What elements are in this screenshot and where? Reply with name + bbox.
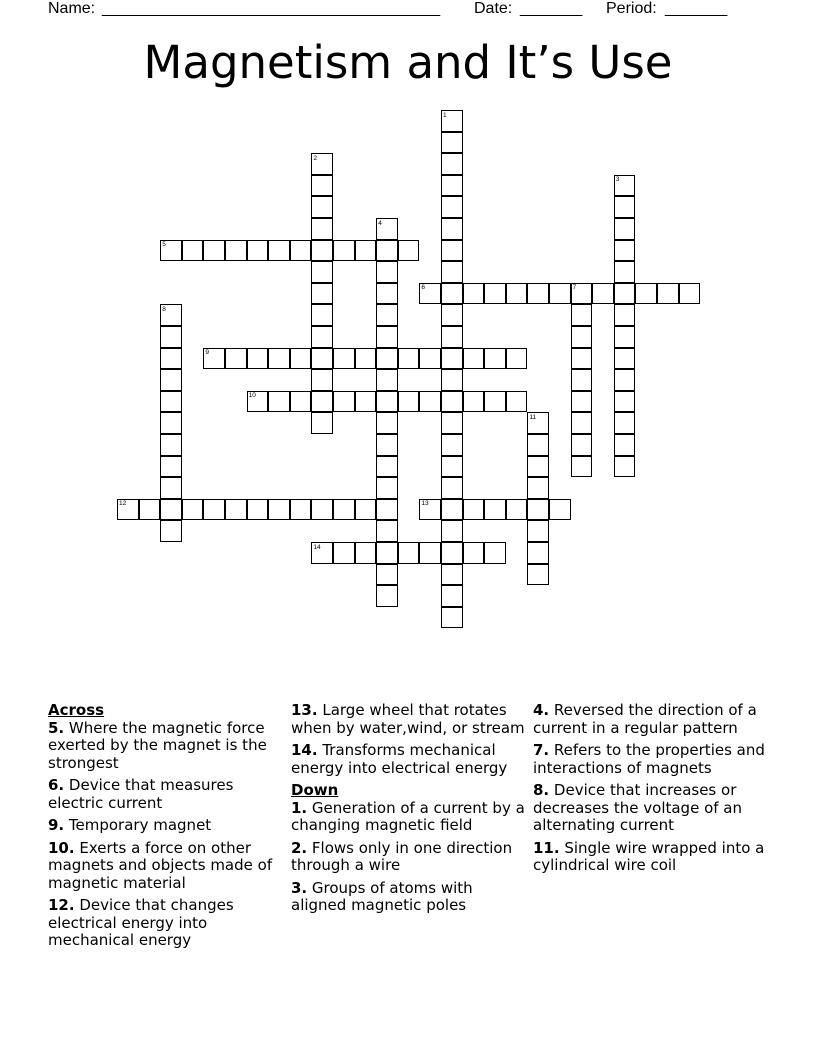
clue-number: 8. (533, 781, 550, 799)
grid-cell[interactable] (311, 326, 333, 348)
grid-cell[interactable] (311, 240, 333, 262)
grid-cell[interactable] (484, 499, 506, 521)
grid-cell[interactable] (247, 499, 269, 521)
date-field[interactable]: _______ (520, 0, 583, 17)
grid-cell[interactable] (311, 412, 333, 434)
clue-number: 2. (291, 838, 308, 857)
grid-cell[interactable] (376, 348, 398, 370)
clue-number: 4. (533, 701, 550, 719)
grid-cell[interactable] (333, 240, 355, 262)
clue-number-2: 2 (313, 154, 318, 162)
grid-cell[interactable] (527, 456, 549, 478)
grid-cell[interactable] (290, 499, 312, 521)
across-heading: Across (48, 701, 105, 719)
grid-cell[interactable] (376, 412, 398, 434)
grid-cell[interactable] (376, 520, 398, 542)
grid-cell[interactable] (160, 369, 182, 391)
grid-cell[interactable] (398, 391, 420, 413)
clue-item (533, 702, 773, 737)
grid-cell[interactable] (311, 283, 333, 305)
grid-cell[interactable] (247, 240, 269, 262)
grid-cell[interactable] (484, 542, 506, 564)
grid-cell[interactable] (160, 326, 182, 348)
clue-number: 13. (291, 701, 318, 719)
clue-number-8: 8 (162, 305, 166, 313)
grid-cell[interactable] (398, 542, 420, 564)
clue-text: Temporary magnet (64, 816, 212, 834)
grid-cell[interactable] (225, 240, 247, 262)
clue-number: 7. (533, 741, 550, 759)
grid-cell[interactable] (484, 348, 506, 370)
clue-number-12: 12 (119, 500, 127, 508)
grid-cell[interactable] (225, 499, 247, 521)
grid-cell[interactable] (225, 348, 247, 370)
grid-cell[interactable] (203, 240, 225, 262)
grid-cell[interactable] (441, 434, 463, 456)
period-label: Period: (606, 0, 657, 17)
grid-cell[interactable] (333, 499, 355, 521)
grid-cell[interactable] (571, 369, 593, 391)
grid-cell[interactable] (376, 261, 398, 283)
clue-number-10: 10 (248, 392, 256, 400)
grid-cell[interactable] (527, 564, 549, 586)
grid-cell[interactable] (441, 348, 463, 370)
grid-cell[interactable] (311, 369, 333, 391)
grid-cell[interactable] (549, 283, 571, 305)
clue-number-9: 9 (205, 349, 210, 357)
clue-item (533, 742, 773, 777)
clues-column-3 (533, 702, 773, 880)
grid-cell[interactable] (290, 348, 312, 370)
clue-number: 3. (291, 878, 308, 897)
grid-cell[interactable] (441, 456, 463, 478)
grid-cell[interactable] (311, 304, 333, 326)
clue-number: 10. (48, 838, 75, 857)
grid-cell[interactable] (463, 348, 485, 370)
clue-text: Exerts a force on other magnets and objects made of magnetic material (48, 838, 273, 892)
grid-cell[interactable] (571, 412, 593, 434)
name-field[interactable]: ______________________________________ (102, 0, 441, 17)
grid-cell[interactable] (290, 240, 312, 262)
grid-cell[interactable] (441, 477, 463, 499)
grid-cell[interactable] (571, 326, 593, 348)
grid-cell[interactable] (614, 412, 636, 434)
grid-cell[interactable] (614, 283, 636, 305)
clue-text: Device that increases or decreases the voltage of an alternating current (533, 781, 743, 834)
grid-cell[interactable] (463, 499, 485, 521)
clue-number-3: 3 (615, 176, 620, 184)
clue-text: Large wheel that rotates when by water,wind, or stream (291, 701, 525, 737)
clue-text: Device that changes electrical energy into mechanical energy (48, 896, 234, 949)
grid-cell[interactable] (160, 477, 182, 499)
clue-item (533, 782, 773, 835)
grid-cell[interactable] (441, 326, 463, 348)
grid-cell[interactable] (614, 326, 636, 348)
grid-cell[interactable] (614, 348, 636, 370)
grid-cell[interactable] (160, 456, 182, 478)
clue-number: 5. (48, 718, 65, 737)
grid-cell[interactable] (441, 261, 463, 283)
grid-cell[interactable] (355, 240, 377, 262)
grid-cell[interactable] (398, 348, 420, 370)
clue-item (291, 840, 527, 875)
grid-cell[interactable] (463, 542, 485, 564)
grid-cell[interactable] (441, 153, 463, 175)
grid-cell[interactable] (160, 434, 182, 456)
grid-cell[interactable] (376, 283, 398, 305)
grid-cell[interactable] (355, 391, 377, 413)
clue-number: 12. (48, 896, 75, 914)
clue-text: Reversed the direction of a current in a regular pattern (533, 701, 757, 737)
clue-number-7: 7 (572, 284, 577, 292)
grid-cell[interactable] (506, 499, 528, 521)
clue-number-14: 14 (313, 543, 321, 551)
grid-cell[interactable] (355, 499, 377, 521)
grid-cell[interactable] (376, 304, 398, 326)
grid-cell[interactable] (311, 391, 333, 413)
grid-cell[interactable] (441, 391, 463, 413)
grid-cell[interactable] (441, 175, 463, 197)
grid-cell[interactable] (376, 326, 398, 348)
clue-number-1: 1 (443, 111, 447, 119)
grid-cell[interactable] (441, 218, 463, 240)
grid-cell[interactable] (527, 283, 549, 305)
clue-number-6: 6 (421, 284, 426, 292)
grid-cell[interactable] (333, 391, 355, 413)
grid-cell[interactable] (376, 240, 398, 262)
grid-cell[interactable] (290, 391, 312, 413)
name-label: Name: (48, 0, 96, 17)
grid-cell[interactable] (614, 261, 636, 283)
grid-cell[interactable] (376, 477, 398, 499)
grid-cell[interactable] (571, 456, 593, 478)
clue-text: Flows only in one direction through a wire (291, 838, 513, 874)
grid-cell[interactable] (419, 348, 441, 370)
grid-cell[interactable] (376, 391, 398, 413)
grid-cell[interactable] (441, 240, 463, 262)
grid-cell[interactable] (376, 542, 398, 564)
clue-item (48, 777, 283, 812)
grid-cell[interactable] (441, 585, 463, 607)
clue-number-13: 13 (421, 500, 429, 508)
grid-cell[interactable] (333, 348, 355, 370)
clues-column-2 (291, 702, 527, 920)
grid-cell[interactable] (506, 283, 528, 305)
grid-cell[interactable] (376, 585, 398, 607)
clue-number: 6. (48, 776, 65, 794)
grid-cell[interactable] (203, 499, 225, 521)
grid-cell[interactable] (376, 564, 398, 586)
grid-cell[interactable] (571, 391, 593, 413)
grid-cell[interactable] (139, 499, 161, 521)
clue-item (48, 897, 283, 950)
clue-number: 1. (291, 798, 308, 817)
clue-item (291, 702, 527, 737)
clue-number: 14. (291, 741, 318, 759)
grid-cell[interactable] (571, 348, 593, 370)
grid-cell[interactable] (160, 499, 182, 521)
grid-cell[interactable] (247, 348, 269, 370)
grid-cell[interactable] (311, 175, 333, 197)
down-heading: Down (291, 781, 339, 799)
grid-cell[interactable] (527, 499, 549, 521)
grid-cell[interactable] (614, 304, 636, 326)
grid-cell[interactable] (376, 369, 398, 391)
clue-text: Transforms mechanical energy into electrical energy (291, 741, 508, 777)
grid-cell[interactable] (484, 391, 506, 413)
clue-text: Single wire wrapped into a cylindrical wire coil (533, 838, 765, 874)
grid-cell[interactable] (463, 283, 485, 305)
grid-cell[interactable] (484, 283, 506, 305)
grid-cell[interactable] (311, 499, 333, 521)
clue-number-11: 11 (529, 413, 537, 421)
clue-item (48, 840, 283, 893)
grid-cell[interactable] (355, 542, 377, 564)
grid-cell[interactable] (160, 348, 182, 370)
date-label: Date: (474, 0, 513, 17)
grid-cell[interactable] (527, 520, 549, 542)
grid-cell[interactable] (614, 369, 636, 391)
grid-cell[interactable] (182, 499, 204, 521)
grid-cell[interactable] (268, 240, 290, 262)
grid-cell[interactable] (160, 391, 182, 413)
clue-text: Device that measures electric current (48, 776, 234, 812)
grid-cell[interactable] (441, 564, 463, 586)
grid-cell[interactable] (268, 499, 290, 521)
clue-item (291, 742, 527, 777)
clue-text: Refers to the properties and interactions of magnets (533, 741, 765, 777)
grid-cell[interactable] (376, 434, 398, 456)
grid-cell[interactable] (614, 434, 636, 456)
period-field[interactable]: _______ (665, 0, 728, 17)
grid-cell[interactable] (441, 607, 463, 629)
clue-text: Generation of a current by a changing magnetic field (291, 798, 525, 834)
clues-column-1 (48, 702, 283, 955)
grid-cell[interactable] (441, 304, 463, 326)
grid-cell[interactable] (441, 499, 463, 521)
grid-cell[interactable] (527, 477, 549, 499)
clue-item (533, 840, 773, 875)
grid-cell[interactable] (506, 348, 528, 370)
grid-cell[interactable] (355, 348, 377, 370)
grid-cell[interactable] (614, 456, 636, 478)
grid-cell[interactable] (614, 240, 636, 262)
clue-text: Where the magnetic force exerted by the magnet is the strongest (48, 718, 267, 772)
grid-cell[interactable] (441, 132, 463, 154)
grid-cell[interactable] (376, 456, 398, 478)
clue-number: 9. (48, 816, 65, 834)
page-title: Magnetism and It’s Use (143, 36, 673, 89)
clue-item (48, 817, 283, 835)
clue-number: 11. (533, 838, 560, 857)
grid-cell[interactable] (311, 196, 333, 218)
clue-number-4: 4 (378, 219, 382, 227)
clue-text: Groups of atoms with aligned magnetic poles (291, 878, 473, 914)
clue-number-5: 5 (162, 241, 166, 249)
grid-cell[interactable] (376, 499, 398, 521)
grid-cell[interactable] (614, 391, 636, 413)
grid-cell[interactable] (268, 391, 290, 413)
grid-cell[interactable] (463, 391, 485, 413)
grid-cell[interactable] (549, 499, 571, 521)
grid-cell[interactable] (506, 391, 528, 413)
grid-cell[interactable] (441, 369, 463, 391)
grid-cell[interactable] (527, 542, 549, 564)
grid-cell[interactable] (592, 283, 614, 305)
grid-cell[interactable] (614, 218, 636, 240)
grid-cell[interactable] (571, 434, 593, 456)
grid-cell[interactable] (311, 261, 333, 283)
grid-cell[interactable] (311, 218, 333, 240)
clue-item (291, 880, 527, 915)
grid-cell[interactable] (441, 283, 463, 305)
grid-cell[interactable] (333, 542, 355, 564)
grid-cell[interactable] (614, 196, 636, 218)
clue-item (48, 720, 283, 773)
grid-cell[interactable] (571, 304, 593, 326)
grid-cell[interactable] (657, 283, 679, 305)
grid-cell[interactable] (527, 434, 549, 456)
grid-cell[interactable] (441, 196, 463, 218)
grid-cell[interactable] (182, 240, 204, 262)
clue-item (291, 800, 527, 835)
grid-cell[interactable] (679, 283, 701, 305)
grid-cell[interactable] (419, 542, 441, 564)
grid-cell[interactable] (398, 240, 420, 262)
grid-cell[interactable] (268, 348, 290, 370)
grid-cell[interactable] (441, 412, 463, 434)
grid-cell[interactable] (441, 520, 463, 542)
grid-cell[interactable] (160, 520, 182, 542)
grid-cell[interactable] (311, 348, 333, 370)
grid-cell[interactable] (419, 391, 441, 413)
grid-cell[interactable] (441, 542, 463, 564)
grid-cell[interactable] (635, 283, 657, 305)
grid-cell[interactable] (160, 412, 182, 434)
